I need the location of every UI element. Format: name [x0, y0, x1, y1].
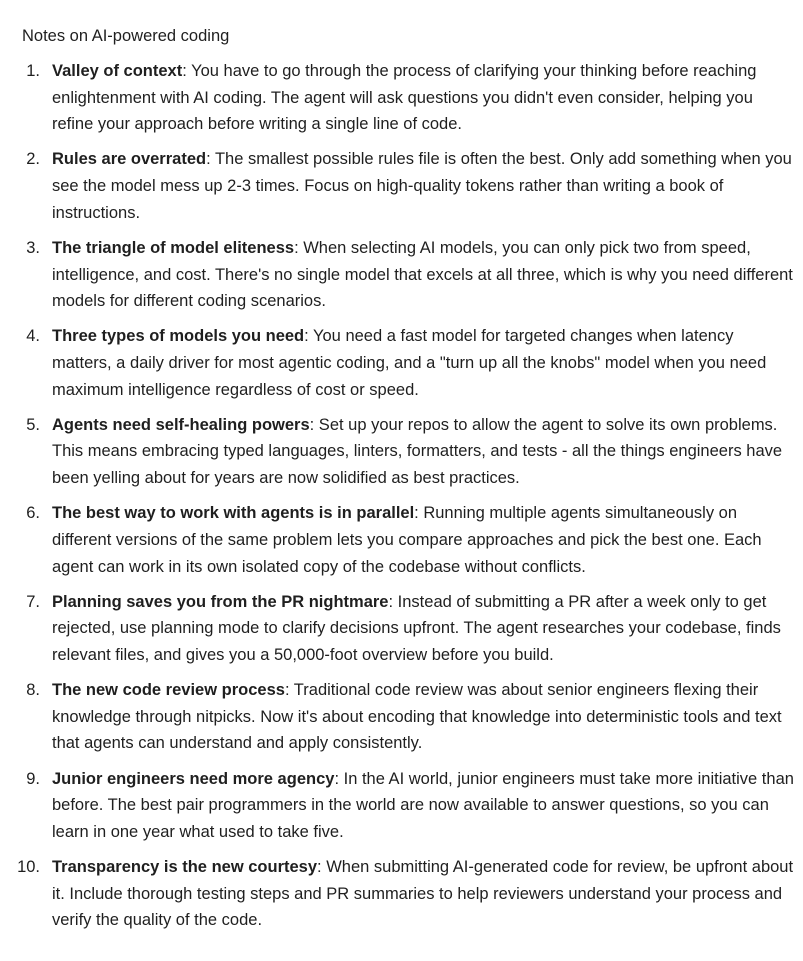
item-body: : Traditional code review was about senior engineers flexing their knowledge through nitpicks. Now it's about encoding that knowledge into deterministic tools and text that agents can understand and apply consistently. — [52, 681, 782, 753]
item-title: The best way to work with agents is in parallel — [52, 504, 415, 523]
list-item — [22, 58, 795, 138]
list-item — [22, 589, 795, 669]
item-body: : In the AI world, junior engineers must take more initiative than before. The best pair programmers in the world are now available to answer questions, so you can learn in one year what used to take five. — [52, 769, 794, 841]
item-number: 8. — [26, 681, 40, 700]
item-number: 2. — [26, 150, 40, 169]
item-title: The new code review process — [52, 681, 285, 700]
item-number: 5. — [26, 415, 40, 434]
item-body: : You need a fast model for targeted changes when latency matters, a daily driver for most agentic coding, and a "turn up all the knobs" model when you need maximum intelligence regardless of cost or speed. — [52, 327, 767, 399]
item-number: 4. — [26, 327, 40, 346]
item-number: 7. — [26, 592, 40, 611]
list-item — [22, 412, 795, 492]
document-heading: Notes on AI-powered coding — [22, 27, 230, 45]
list-item — [22, 500, 795, 580]
item-title: Planning saves you from the PR nightmare — [52, 592, 389, 611]
list-item — [22, 235, 795, 315]
item-body: : Set up your repos to allow the agent to solve its own problems. This means embracing typed languages, linters, formatters, and tests - all the things engineers have been yelling about for years are now solidified as best practices. — [52, 415, 783, 488]
item-body: : When selecting AI models, you can only pick two from speed, intelligence, and cost. There's no single model that excels at all three, which is why you need different models for different coding scenarios. — [52, 238, 793, 311]
item-number: 10. — [17, 858, 40, 877]
item-title: Transparency is the new courtesy — [52, 858, 318, 877]
item-body: : When submitting AI-generated code for review, be upfront about it. Include thorough testing steps and PR summaries to help reviewers understand your process and verify the quality of the code. — [52, 858, 794, 930]
list-item — [22, 766, 795, 846]
item-body: : You have to go through the process of clarifying your thinking before reaching enlightenment with AI coding. The agent will ask questions you didn't even consider, helping you refine your approach before writing a single line of code. — [52, 62, 757, 134]
item-title: Agents need self-healing powers — [52, 415, 310, 434]
list-item — [22, 146, 795, 226]
item-title: Three types of models you need — [52, 327, 305, 346]
item-number: 6. — [26, 504, 40, 523]
item-number: 1. — [26, 62, 40, 80]
notes-list — [17, 58, 795, 934]
list-item — [22, 323, 795, 403]
item-title: The triangle of model eliteness — [52, 238, 295, 257]
item-title: Junior engineers need more agency — [52, 769, 335, 788]
item-body: : Running multiple agents simultaneously on different versions of the same problem lets you compare approaches and pick the best one. Each agent can work in its own isolated copy of the codebase without conflicts. — [52, 504, 762, 576]
item-number: 9. — [26, 769, 40, 788]
item-title: Valley of context — [52, 62, 183, 80]
list-item — [17, 854, 795, 934]
item-number: 3. — [26, 238, 40, 257]
list-item — [22, 677, 795, 757]
item-body: : The smallest possible rules file is often the best. Only add something when you see the model mess up 2-3 times. Focus on high-quality tokens rather than writing a book of instructions. — [52, 150, 792, 222]
item-body: : Instead of submitting a PR after a week only to get rejected, use planning mode to clarify decisions upfront. The agent researches your codebase, finds relevant files, and gives you a 50,000-foot overview before you build. — [52, 592, 781, 664]
item-title: Rules are overrated — [52, 150, 207, 169]
